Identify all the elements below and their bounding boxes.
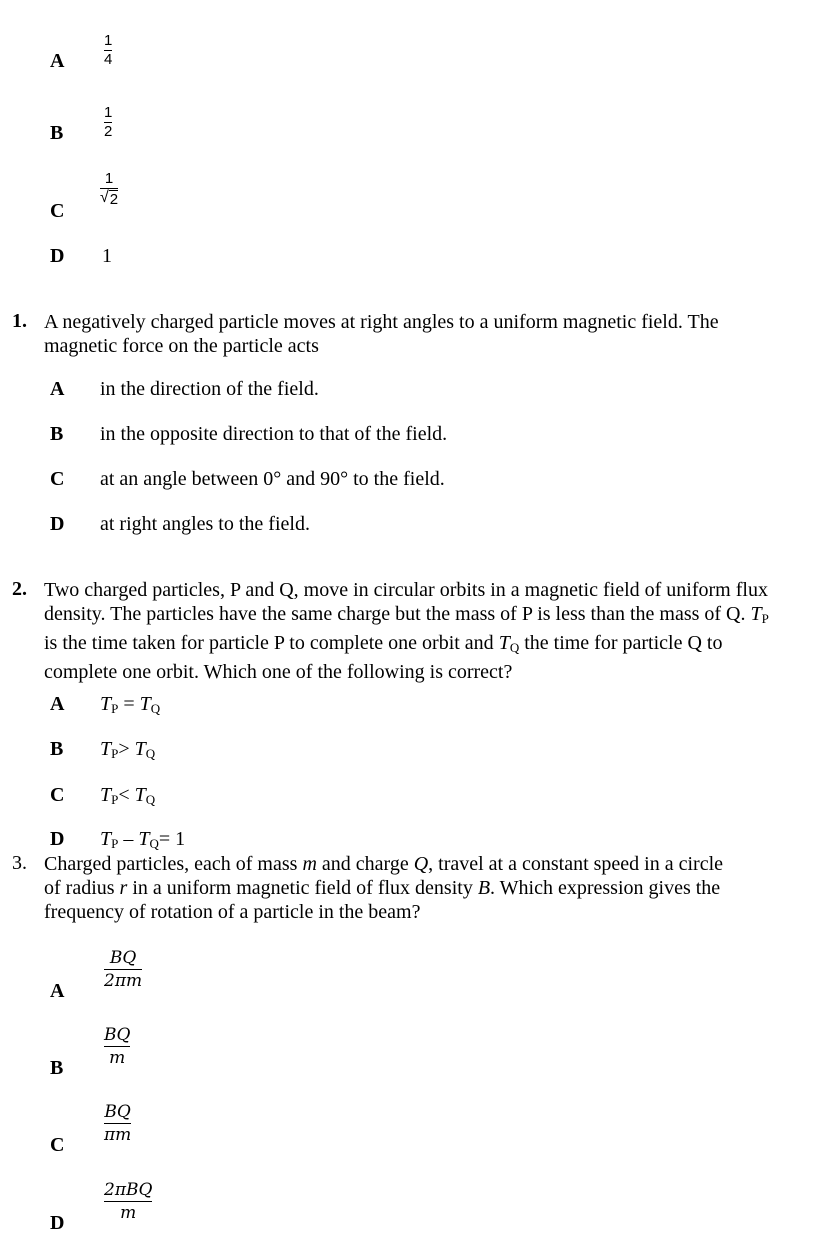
symbol-b: B bbox=[477, 877, 491, 899]
fraction-bar bbox=[104, 1046, 130, 1047]
question-line: Two charged particles, P and Q, move in circular orbits in a magnetic field of uniform flux bbox=[44, 579, 768, 601]
question-number: 1. bbox=[12, 310, 27, 332]
question-line-text: is the time taken for particle P to complete one orbit and bbox=[44, 632, 494, 654]
q1-option-d-letter: D bbox=[50, 513, 65, 535]
question-line bbox=[44, 631, 814, 660]
numerator: BQ bbox=[109, 948, 137, 968]
q3-option-b-letter: B bbox=[50, 1057, 64, 1079]
symbol-t: T bbox=[498, 632, 510, 654]
prev-option-b-letter: B bbox=[50, 122, 64, 144]
numerator: 1 bbox=[104, 104, 113, 121]
symbol-t: T bbox=[138, 828, 150, 850]
question-line bbox=[44, 602, 814, 631]
question-text bbox=[44, 578, 814, 684]
q2-option-d-expression bbox=[100, 828, 185, 852]
subscript-p: P bbox=[111, 701, 119, 716]
q1-option-b-letter: B bbox=[50, 423, 64, 445]
prev-option-a-fraction bbox=[104, 32, 112, 69]
denominator: 4 bbox=[104, 51, 113, 68]
operator: < bbox=[118, 784, 135, 806]
radicand: 2 bbox=[109, 191, 119, 208]
symbol-q: Q bbox=[413, 853, 429, 875]
question-line-text: and charge bbox=[321, 853, 409, 875]
q2-option-b-expression bbox=[100, 738, 155, 762]
question-text bbox=[44, 310, 814, 358]
question-line-text: of radius bbox=[44, 877, 115, 899]
numerator: BQ bbox=[104, 1102, 131, 1122]
symbol-m: m bbox=[302, 853, 317, 875]
operator: = bbox=[118, 693, 140, 715]
q2-option-b-letter: B bbox=[50, 738, 64, 760]
q2-option-a-letter: A bbox=[50, 693, 65, 715]
denominator: πm bbox=[104, 1125, 132, 1145]
question-line bbox=[44, 852, 814, 876]
symbol-t: T bbox=[100, 828, 112, 850]
question-line-text: density. The particles have the same charge but the mass of P is less than the mass of Q. bbox=[44, 603, 746, 625]
fraction-bar bbox=[104, 969, 142, 970]
subscript-q: Q bbox=[149, 836, 159, 851]
subscript-q: Q bbox=[509, 640, 520, 655]
denominator: 2 bbox=[104, 123, 113, 140]
q3-option-c-fraction bbox=[104, 1102, 131, 1145]
denominator: m bbox=[120, 1203, 137, 1223]
subscript-p: P bbox=[111, 746, 119, 761]
question-line bbox=[44, 876, 814, 900]
q1-option-a-letter: A bbox=[50, 378, 65, 400]
question-text bbox=[44, 852, 814, 924]
subscript-p: P bbox=[111, 836, 119, 851]
operator: > bbox=[118, 738, 135, 760]
question-line-text: . Which expression gives the bbox=[490, 877, 721, 899]
symbol-r: r bbox=[119, 877, 128, 899]
numerator: 1 bbox=[104, 32, 113, 49]
q1-option-a-text: in the direction of the field. bbox=[100, 378, 319, 400]
symbol-t: T bbox=[134, 738, 146, 760]
subscript-q: Q bbox=[145, 746, 156, 761]
q2-option-c-expression bbox=[100, 784, 155, 808]
prev-option-d-text: 1 bbox=[102, 245, 112, 267]
denominator: 2πm bbox=[104, 971, 143, 991]
operator: – bbox=[118, 828, 139, 850]
q2-option-d-letter: D bbox=[50, 828, 65, 850]
prev-option-a-letter: A bbox=[50, 50, 65, 72]
q2-option-a-expression bbox=[100, 693, 160, 717]
symbol-t: T bbox=[100, 784, 112, 806]
prev-option-d-letter: D bbox=[50, 245, 65, 267]
subscript-q: Q bbox=[150, 701, 161, 716]
question-line: frequency of rotation of a particle in the beam? bbox=[44, 901, 421, 923]
q1-option-d-text: at right angles to the field. bbox=[100, 513, 310, 535]
q1-option-c-text: at an angle between 0° and 90° to the field. bbox=[100, 468, 445, 490]
q3-option-b-fraction bbox=[104, 1025, 130, 1068]
symbol-t: T bbox=[134, 784, 146, 806]
q3-option-c-letter: C bbox=[50, 1134, 65, 1156]
question-line: complete one orbit. Which one of the following is correct? bbox=[44, 661, 513, 683]
question-number: 2. bbox=[12, 578, 27, 600]
q1-option-b-text: in the opposite direction to that of the field. bbox=[100, 423, 448, 445]
question-number: 3. bbox=[12, 852, 27, 874]
question-line-text: in a uniform magnetic field of flux density bbox=[132, 877, 473, 899]
prev-option-c-letter: C bbox=[50, 200, 65, 222]
denominator: m bbox=[109, 1048, 126, 1068]
symbol-t: T bbox=[750, 603, 762, 625]
fraction-bar bbox=[104, 1123, 131, 1124]
q2-option-c-letter: C bbox=[50, 784, 65, 806]
numerator: BQ bbox=[104, 1025, 131, 1045]
subscript-p: P bbox=[111, 792, 119, 807]
q3-option-a-fraction bbox=[104, 948, 142, 991]
q1-option-c-letter: C bbox=[50, 468, 65, 490]
square-root bbox=[100, 189, 118, 209]
question-line-text: Charged particles, each of mass bbox=[44, 853, 298, 875]
question-line-text: , travel at a constant speed in a circle bbox=[428, 853, 724, 875]
symbol-t: T bbox=[139, 693, 151, 715]
prev-option-c-fraction bbox=[100, 170, 118, 209]
subscript-q: Q bbox=[145, 792, 156, 807]
question-line: magnetic force on the particle acts bbox=[44, 335, 319, 357]
radical-sign: √ bbox=[100, 189, 109, 206]
fraction-bar bbox=[104, 1201, 152, 1202]
prev-option-b-fraction bbox=[104, 104, 112, 141]
q3-option-d-fraction bbox=[104, 1180, 152, 1223]
question-line: A negatively charged particle moves at right angles to a uniform magnetic field. The bbox=[44, 311, 719, 333]
numerator: 2πBQ bbox=[104, 1180, 153, 1200]
q3-option-d-letter: D bbox=[50, 1212, 65, 1234]
symbol-t: T bbox=[100, 738, 112, 760]
numerator: 1 bbox=[104, 170, 114, 187]
symbol-t: T bbox=[100, 693, 112, 715]
q3-option-a-letter: A bbox=[50, 980, 65, 1002]
subscript-p: P bbox=[761, 611, 769, 626]
operator: = 1 bbox=[158, 828, 186, 850]
question-line-text: the time for particle Q to bbox=[524, 632, 723, 654]
